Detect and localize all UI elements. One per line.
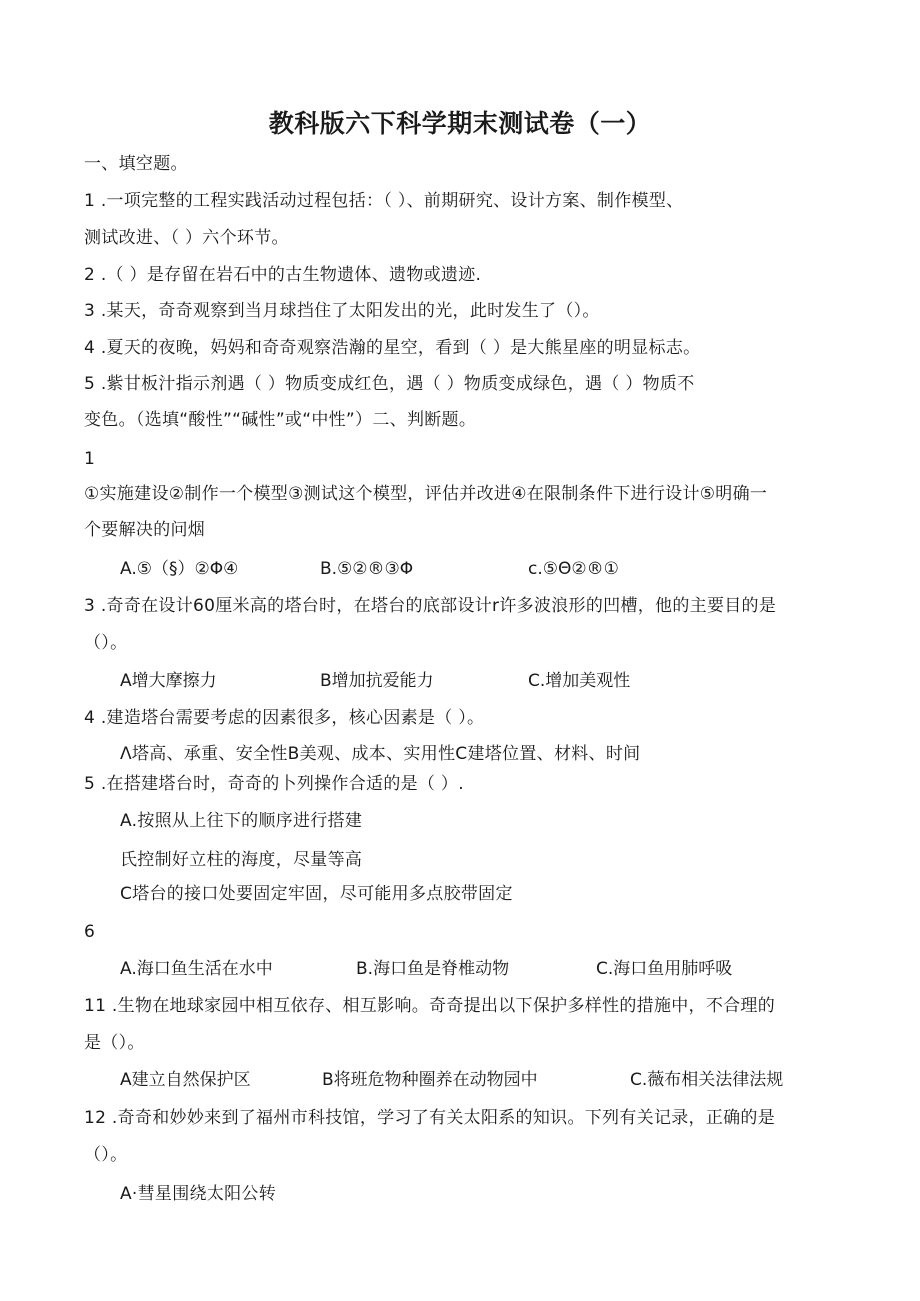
section-heading-fill-blank: 一、填空题。 [84,154,188,174]
option-c: C.薇布相关法律法规 [630,1070,784,1090]
option-line: Λ塔高、承重、安全性B美观、成本、实用性C建塔位置、材料、时间 [120,744,641,764]
question-number: 6 [84,922,96,942]
question-line: 3 .奇奇在设计60厘米高的塔台时，在塔台的底部设计r许多波浪形的凹槽，他的主要目的是 [84,596,777,616]
question-line: 3 .某天，奇奇观察到当月球挡住了太阳发出的光，此时发生了（）。 [84,301,600,321]
question-line: 测试改进、（ ）六个环节。 [84,228,289,248]
question-number: 1 [84,449,96,469]
question-line: ①实施建设②制作一个模型③测试这个模型，评估并改进④在限制条件下进行设计⑤明确一 [84,484,768,504]
option-line: C塔台的接口处要固定牢固，尽可能用多点胶带固定 [120,884,513,904]
option-b: B.海口鱼是脊椎动物 [356,959,510,979]
option-a: A建立自然保护区 [120,1070,251,1090]
question-line: （）。 [84,633,128,653]
question-line: （）。 [84,1145,128,1165]
option-a: A增大摩擦力 [120,671,217,691]
option-c: c.⑤Θ②®① [528,559,619,579]
option-line: A·彗星围绕太阳公转 [120,1184,277,1204]
option-b: B增加抗爱能力 [320,671,434,691]
page-title: 教科版六下科学期末测试卷（一） [268,109,652,138]
option-line: A.按照从上往下的顺序进行搭建 [120,811,363,831]
question-line: 11 .生物在地球家园中相互依存、相互影响。奇奇提出以下保护多样性的措施中，不合理的 [84,996,776,1016]
question-line: 5 .在搭建塔台时，奇奇的卜列操作合适的是（ ）. [84,774,464,794]
question-line: 12 .奇奇和妙妙来到了福州市科技馆，学习了有关太阳系的知识。下列有关记录，正确的是 [84,1108,776,1128]
question-line: 4 .建造塔台需要考虑的因素很多，核心因素是（ ）。 [84,708,485,728]
option-a: A.海口鱼生活在水中 [120,959,273,979]
question-line: 4 .夏天的夜晚，妈妈和奇奇观察浩瀚的星空，看到（ ）是大熊星座的明显标志。 [84,338,701,358]
question-line: 变色。（选填“酸性”“碱性”或“中性”）二、判断题。 [84,410,477,430]
question-line: 1 .一项完整的工程实践活动过程包括：（ ）、前期研究、设计方案、制作模型、 [84,191,684,211]
question-line: 5 .紫甘板汁指示剂遇（ ）物质变成红色，遇（ ）物质变成绿色，遇（ ）物质不 [84,374,695,394]
question-line: 个要解决的问烟 [84,520,206,540]
question-line: 是（）。 [84,1033,145,1053]
option-c: C.增加美观性 [528,671,631,691]
option-line: 氏控制好立柱的海度，尽量等高 [120,850,363,870]
option-b: B将班危物种圈养在动物园中 [322,1070,538,1090]
question-line: 2 .（ ）是存留在岩石中的古生物遗体、遗物或遗迹. [84,265,482,285]
option-a: A.⑤（§）②Φ④ [120,559,239,579]
option-c: C.海口鱼用肺呼吸 [596,959,733,979]
option-b: B.⑤②®③Φ [320,559,414,579]
